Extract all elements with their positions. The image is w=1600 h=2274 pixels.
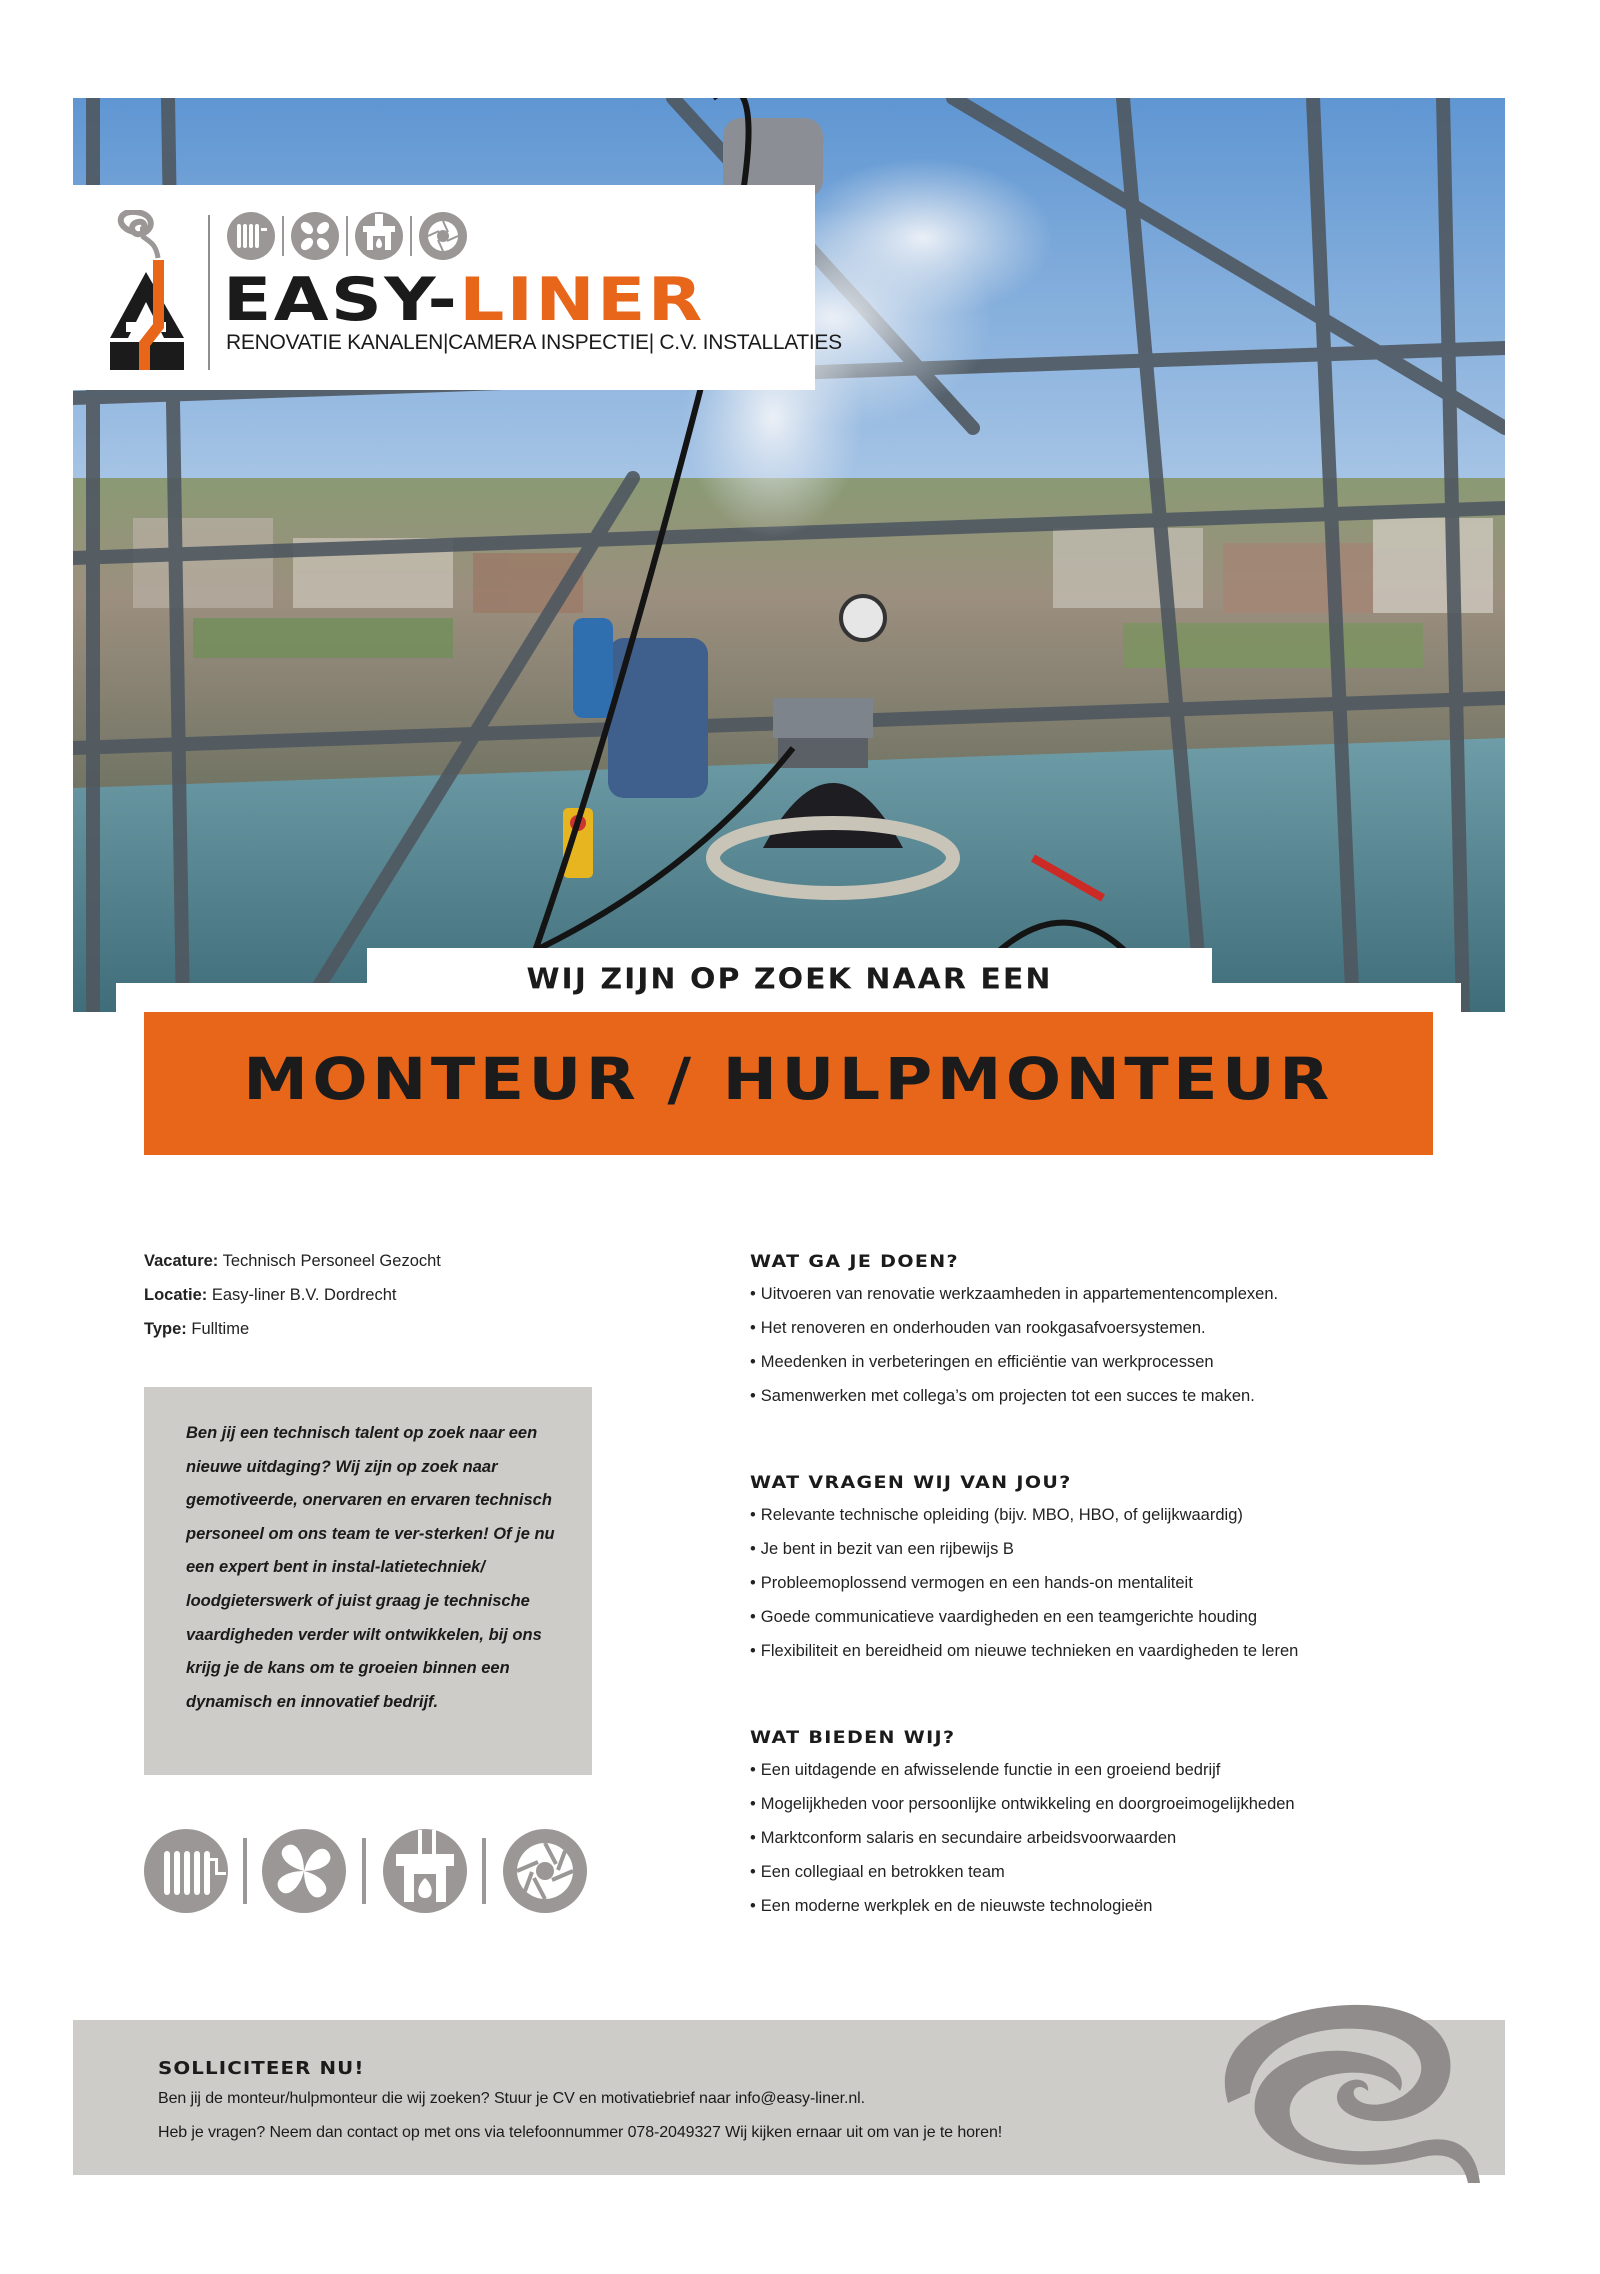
list-item: • Een moderne werkplek en de nieuwste technologieën (750, 1894, 1430, 1928)
list-item: • Uitvoeren van renovatie werkzaamheden in appartementencomplexen. (750, 1282, 1430, 1316)
apply-phone-text: Heb je vragen? Neem dan contact op met ons via telefoonnummer 078-2049327 Wij kijken ernaar uit om van je te horen! (158, 2124, 1003, 2141)
radiator-icon (227, 212, 275, 260)
list-item: • Flexibiliteit en bereidheid om nieuwe technieken en vaardigheden te leren (750, 1639, 1430, 1673)
meta-value: Technisch Personeel Gezocht (222, 1252, 441, 1270)
icon-divider (243, 1838, 247, 1904)
meta-label: Type: (144, 1320, 187, 1338)
logo-divider (208, 215, 210, 370)
list-item: • Meedenken in verbeteringen en efficiëntie van werkprocessen (750, 1350, 1430, 1384)
camera-aperture-icon (419, 212, 467, 260)
fan-icon (291, 212, 339, 260)
camera-aperture-icon (503, 1829, 587, 1913)
list-item: • Marktconform salaris en secundaire arbeidsvoorwaarden (750, 1826, 1430, 1860)
apply-email-text: Ben jij de monteur/hulpmonteur die wij zoeken? Stuur je CV en motivatiebrief naar info@easy-liner.nl. (158, 2090, 865, 2107)
section-heading: WAT BIEDEN WIJ? (750, 1728, 956, 1748)
fireplace-icon (355, 212, 403, 260)
fireplace-icon (383, 1829, 467, 1913)
requirement-list (750, 1503, 1430, 1673)
section-offer (750, 1728, 1430, 1928)
chimney-house-logo-icon (106, 210, 188, 370)
logo-service-icons (225, 210, 495, 262)
list-item: • Probleemoplossend vermogen en een hands-on mentaliteit (750, 1571, 1430, 1605)
fan-icon (262, 1829, 346, 1913)
list-item: • Samenwerken met collega’s om projecten tot een succes te maken. (750, 1384, 1430, 1418)
section-heading: WAT VRAGEN WIJ VAN JOU? (750, 1473, 1072, 1493)
intro-box (144, 1387, 592, 1775)
list-item: • Het renoveren en onderhouden van rookgasafvoersystemen. (750, 1316, 1430, 1350)
meta-type (144, 1320, 441, 1354)
brand-name-part1: EASY- (223, 265, 460, 335)
meta-label: Locatie: (144, 1286, 208, 1304)
meta-value: Easy-liner B.V. Dordrecht (211, 1286, 397, 1304)
brand-tagline: RENOVATIE KANALEN|CAMERA INSPECTIE| C.V. INSTALLATIES (226, 331, 842, 354)
icon-divider (362, 1838, 366, 1904)
list-item: • Een uitdagende en afwisselende functie in een groeiend bedrijf (750, 1758, 1430, 1792)
meta-value: Fulltime (191, 1320, 250, 1338)
intro-text: Ben jij een technisch talent op zoek naar een nieuwe uitdaging? Wij zijn op zoek naar gemotiveerde, onervaren en ervaren technisch personeel om ons team te ver-sterken! Of je nu een expert bent in instal-latietechniek/ loodgieterswerk of juist graag je technische vaardigheden verder wilt ontwikkelen, bij ons krijg je de kans om te groeien binnen een dynamisch en innovatief bedrijf. (186, 1424, 555, 1711)
section-heading: WAT GA JE DOEN? (750, 1252, 959, 1272)
list-item: • Een collegiaal en betrokken team (750, 1860, 1430, 1894)
meta-label: Vacature: (144, 1252, 219, 1270)
icon-divider (482, 1838, 486, 1904)
list-item: • Goede communicatieve vaardigheden en een teamgerichte houding (750, 1605, 1430, 1639)
section-requirements (750, 1473, 1430, 1673)
list-item: • Je bent in bezit van een rijbewijs B (750, 1537, 1430, 1571)
offer-list (750, 1758, 1430, 1928)
brand-name-part2: LINER (459, 265, 705, 335)
vacancy-meta (144, 1252, 441, 1354)
service-icon-row (144, 1826, 594, 1916)
job-title: MONTEUR / HULPMONTEUR (243, 1045, 1334, 1113)
section-tasks (750, 1252, 1430, 1418)
list-item: • Mogelijkheden voor persoonlijke ontwikkeling en doorgroeimogelijkheden (750, 1792, 1430, 1826)
headline-lead: WIJ ZIJN OP ZOEK NAAR EEN (526, 962, 1053, 997)
smoke-swirl-icon (1210, 1993, 1500, 2183)
brand-wordmark (223, 265, 705, 335)
meta-locatie (144, 1286, 441, 1320)
list-item: • Relevante technische opleiding (bijv. MBO, HBO, of gelijkwaardig) (750, 1503, 1430, 1537)
radiator-icon (144, 1829, 228, 1913)
task-list (750, 1282, 1430, 1418)
meta-vacature (144, 1252, 441, 1286)
company-logo (73, 185, 842, 390)
apply-heading: SOLLICITEER NU! (158, 2058, 365, 2079)
